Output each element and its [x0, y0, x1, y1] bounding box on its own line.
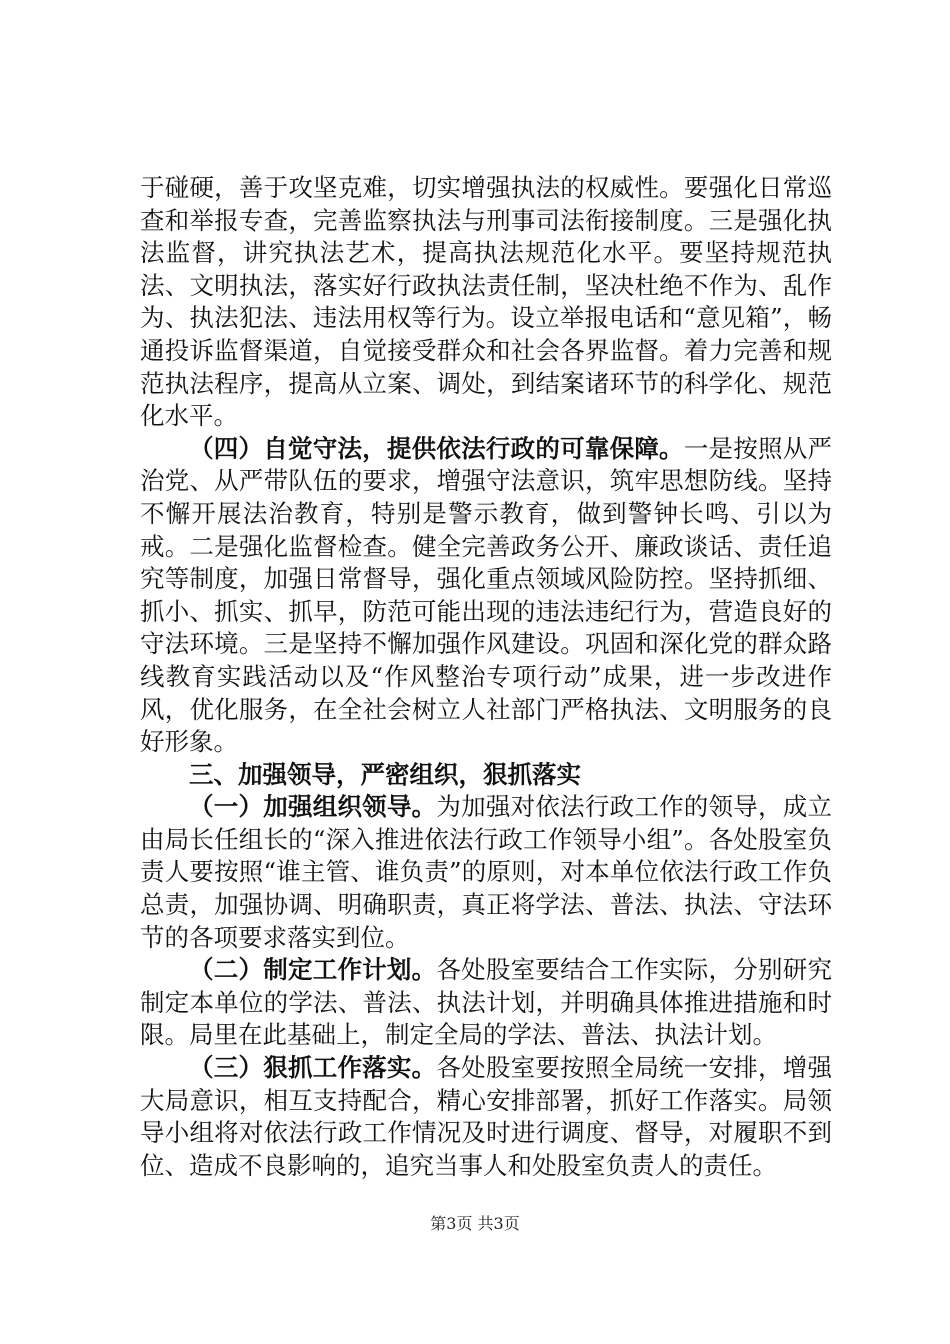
paragraph-item-3 [140, 1052, 832, 1182]
paragraph-text: 为加强对依法行政工作的领导，成立由局长任组长的“深入推进依法行政工作领导小组”。各处股室负责人要按照“谁主管、谁负责”的原则，对本单位依法行政工作负总责，加强协调、明确职责，真正将学法、普法、执法、守法环节的各项要求落实到位。 [140, 792, 833, 952]
paragraph-lead: （三）狠抓工作落实。 [189, 1053, 437, 1083]
paragraph-item-1 [140, 791, 832, 954]
paragraph-lead: （二）制定工作计划。 [189, 955, 437, 985]
page-number: 第3页 共3页 [430, 1214, 520, 1233]
paragraph-continuation [140, 172, 832, 433]
paragraph-item-2 [140, 954, 832, 1052]
document-body [140, 172, 832, 1182]
paragraph-lead: （四）自觉守法，提供依法行政的可靠保障。 [189, 433, 684, 463]
paragraph-text: 各处股室要按照全局统一安排，增强大局意识，相互支持配合，精心安排部署，抓好工作落实。局领导小组将对依法行政工作情况及时进行调度、督导，对履职不到位、造成不良影响的，追究当事人和处股室负责人的责任。 [140, 1053, 833, 1180]
paragraph-item-4 [140, 433, 832, 759]
paragraph-lead: （一）加强组织领导。 [189, 792, 437, 822]
section-heading-text: 三、加强领导，严密组织，狠抓落实 [189, 759, 581, 789]
paragraph-text: 于碰硬，善于攻坚克难，切实增强执法的权威性。要强化日常巡查和举报专查，完善监察执法与刑事司法衔接制度。三是强化执法监督，讲究执法艺术，提高执法规范化水平。要坚持规范执法、文明执法，落实好行政执法责任制，坚决杜绝不作为、乱作为、执法犯法、违法用权等行为。设立举报电话和“意见箱”，畅通投诉监督渠道，自觉接受群众和社会各界监督。着力完善和规范执法程序，提高从立案、调处，到结案诸环节的科学化、规范化水平。 [140, 173, 832, 431]
paragraph-text: 一是按照从严治党、从严带队伍的要求，增强守法意识，筑牢思想防线。坚持不懈开展法治教育，特别是警示教育，做到警钟长鸣、引以为戒。二是强化监督检查。健全完善政务公开、廉政谈话、责任追究等制度，加强日常督导，强化重点领域风险防控。坚持抓细、抓小、抓实、抓早，防范可能出现的违法违纪行为，营造良好的守法环境。三是坚持不懈加强作风建设。巩固和深化党的群众路线教育实践活动以及“作风整治专项行动”成果，进一步改进作风，优化服务，在全社会树立人社部门严格执法、文明服务的良好形象。 [140, 433, 833, 757]
page-footer [0, 1214, 950, 1234]
section-heading [140, 759, 832, 792]
paragraph-text: 各处股室要结合工作实际，分别研究制定本单位的学法、普法、执法计划，并明确具体推进措施和时限。局里在此基础上，制定全局的学法、普法、执法计划。 [140, 955, 833, 1050]
